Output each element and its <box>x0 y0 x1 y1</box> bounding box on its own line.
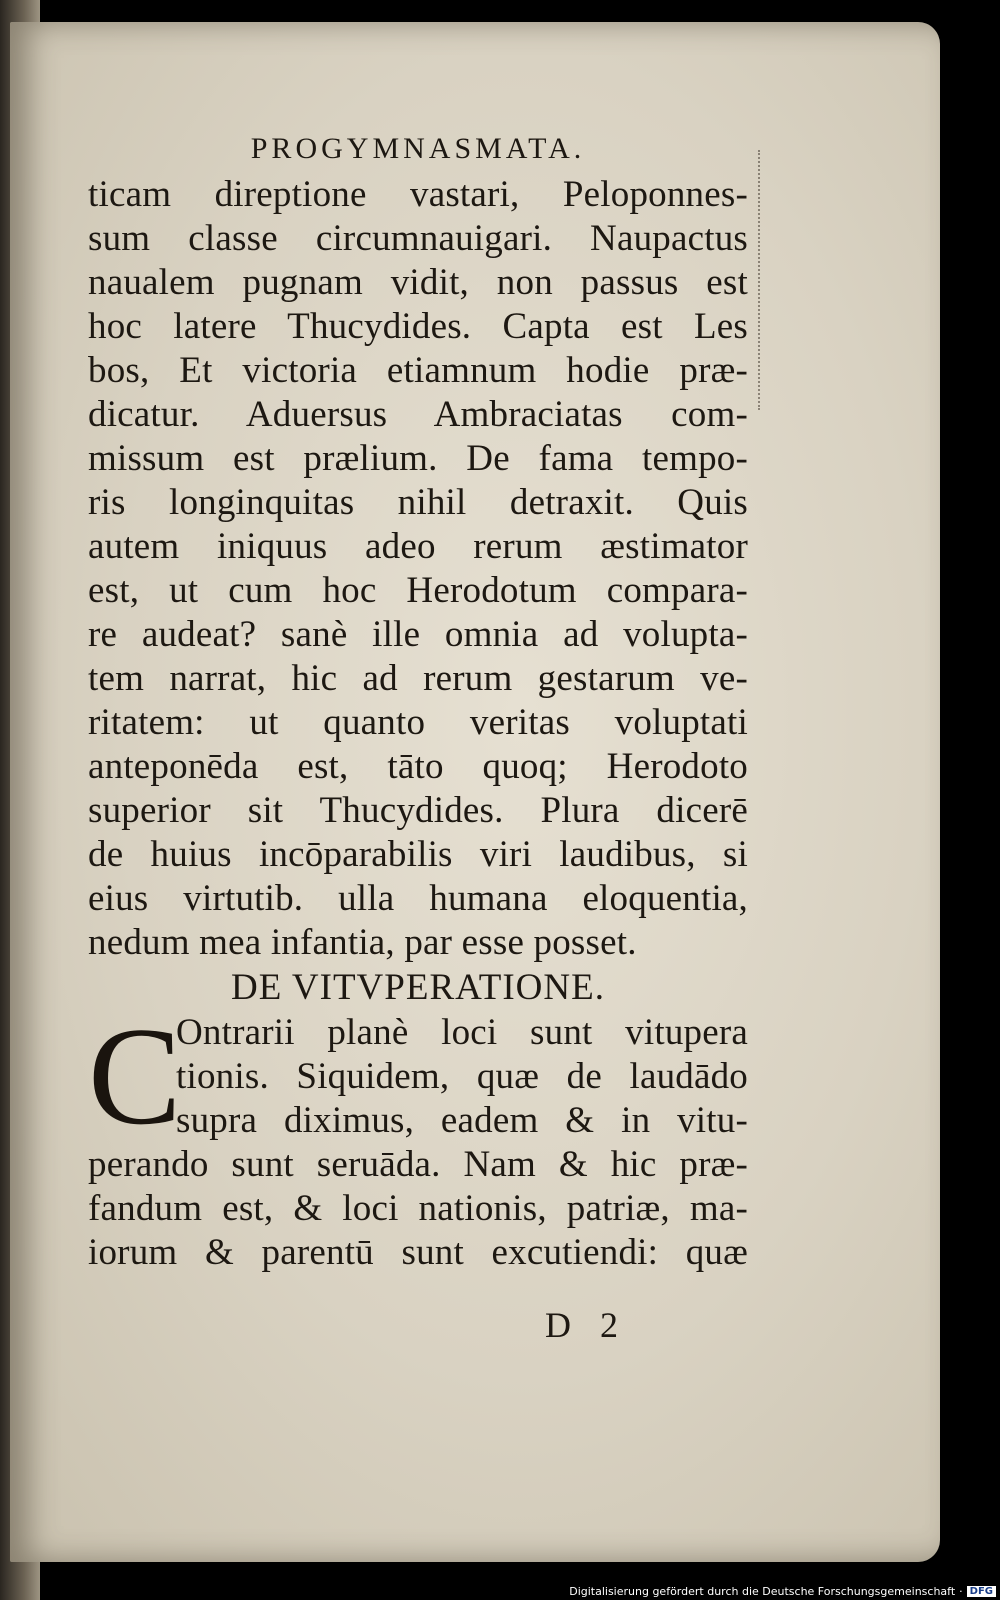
body-line: anteponēda est, tāto quoq; Herodoto <box>88 746 748 787</box>
page-text-block <box>88 127 748 1275</box>
running-head: PROGYMNASMATA. <box>250 132 586 165</box>
body-line: sum classe circumnauigari. Naupactus <box>88 218 748 259</box>
body-line: perando sunt seruāda. Nam & hic præ- <box>88 1144 748 1185</box>
dfg-logo: DFG <box>967 1586 996 1597</box>
section-paragraph <box>88 999 748 1275</box>
body-line: ritatem: ut quanto veritas voluptati <box>88 702 748 743</box>
body-line: supra diximus, eadem & in vitu- <box>176 1100 748 1141</box>
body-line: superior sit Thucydides. Plura dicerē <box>88 790 748 831</box>
body-line: de huius incōparabilis viri laudibus, si <box>88 834 748 875</box>
body-line: ticam direptione vastari, Peloponnes- <box>88 174 748 215</box>
digitization-credit: Digitalisierung gefördert durch die Deutsche Forschungsgemeinschaft · DFG <box>569 1585 996 1598</box>
body-line: autem iniquus adeo rerum æstimator <box>88 526 748 567</box>
body-line: naualem pugnam vidit, non passus est <box>88 262 748 303</box>
body-line: ris longinquitas nihil detraxit. Quis <box>88 482 748 523</box>
margin-marks <box>758 150 766 410</box>
body-line: tem narrat, hic ad rerum gestarum ve- <box>88 658 748 699</box>
body-line: Ontrarii planè loci sunt vitupera <box>176 1012 748 1053</box>
signature-mark: D 2 <box>545 1305 628 1345</box>
body-text <box>88 173 748 965</box>
body-line: bos, Et victoria etiamnum hodie præ- <box>88 350 748 391</box>
body-line: iorum & parentū sunt excutiendi: quæ <box>88 1232 748 1273</box>
body-line: dicatur. Aduersus Ambraciatas com- <box>88 394 748 435</box>
body-line: fandum est, & loci nationis, patriæ, ma- <box>88 1188 748 1229</box>
body-line: missum est prælium. De fama tempo- <box>88 438 748 479</box>
body-line: hoc latere Thucydides. Capta est Les <box>88 306 748 347</box>
section-heading: DE VITVPERATIONE. <box>231 967 605 1008</box>
drop-cap-initial: C <box>88 999 182 1154</box>
body-line: tionis. Siquidem, quæ de laudādo <box>176 1056 748 1097</box>
body-line: re audeat? sanè ille omnia ad volupta- <box>88 614 748 655</box>
body-line: eius virtutib. ulla humana eloquentia, <box>88 878 748 919</box>
book-page <box>10 22 940 1562</box>
body-line: est, ut cum hoc Herodotum compara- <box>88 570 748 611</box>
credit-text: Digitalisierung gefördert durch die Deutsche Forschungsgemeinschaft <box>569 1585 956 1598</box>
body-line: nedum mea infantia, par esse posset. <box>88 922 637 963</box>
